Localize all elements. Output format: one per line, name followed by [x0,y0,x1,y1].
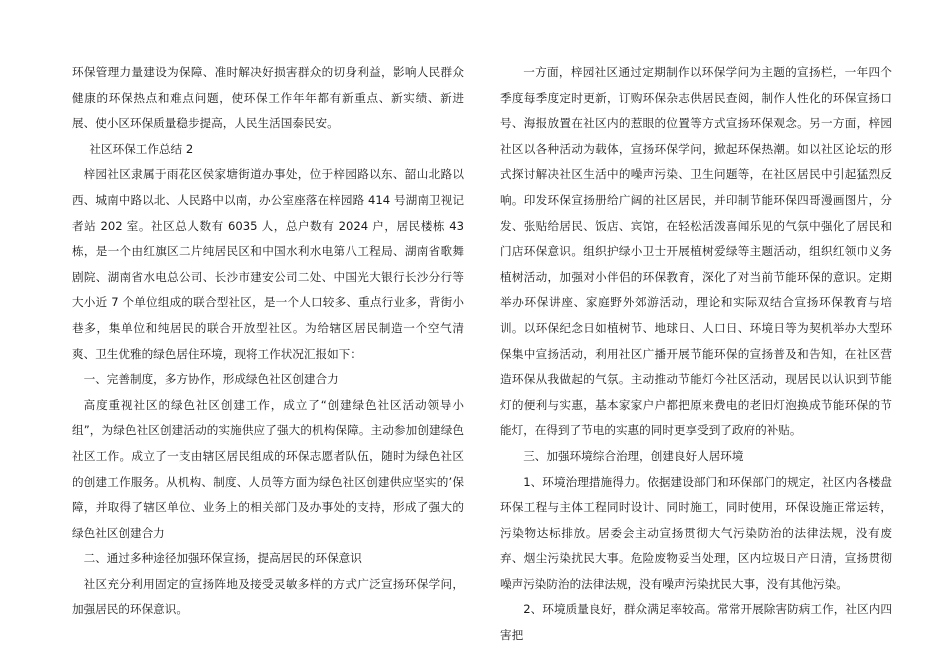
paragraph-body: 高度重视社区的绿色社区创建工作，成立了“创建绿色社区活动领导小组”，为绿色社区创建活动的实施供应了强大的机构保障。主动参加创建绿色社区工作。成立了一支由辖区居民组成的环保志愿者队伍，随时为绿色社区的创建工作服务。从机构、制度、人员等方面为绿色社区创建供应坚实的’保障，并取得了辖区单位、业务上的相关部门及办事处的支持，形成了强大的绿色社区创建合力 [72,397,464,540]
paragraph-intro: 环保管理力量建设为保障、准时解决好损害群众的切身利益，影响人民群众健康的环保热点和难点问题，使环保工作年年都有新重点、新实绩、新进展、使小区环保质量稳步提高，人民生活国泰民安。 [72,65,464,131]
right-column [500,60,892,649]
paragraph-body: 社区充分利用固定的宣扬阵地及接受灵敏多样的方式广泛宣扬环保学问，加强居民的环保意识。 [72,576,464,617]
paragraph-body: 1、环境治理措施得力。依据建设部门和环保部门的规定，社区内各楼盘环保工程与主体工程同时设计、同时施工，同时使用，环保设施正常运转，污染物达标排放。居委会主动宣扬贯彻大气污染防治的法律法规，没有废弃、烟尘污染扰民大事。危险废物妥当处理，区内垃圾日产日清，宣扬贯彻噪声污染防治的法律法规，没有噪声污染扰民大事，没有其他污染。 [500,474,892,591]
heading-one: 一、完善制度，多方协作，形成绿色社区创建合力 [83,372,339,387]
section-title: 社区环保工作总结 2 [89,141,194,156]
paragraph-body: 2、环境质量良好，群众满足率较高。常常开展除害防病工作，社区内四害把 [500,602,892,643]
left-column [72,60,464,623]
heading-three: 三、加强环境综合治理，创建良好人居环境 [523,448,744,463]
heading-two: 二、通过多种途径加强环保宣扬，提高居民的环保意识 [83,551,362,566]
paragraph-overview: 梓园社区隶属于雨花区侯家塘街道办事处，位于梓园路以东、韶山北路以西、城南中路以北、人民路中以南，办公室座落在梓园路 414 号湖南卫视记者站 202 室。社区总人数有 6035 人，总户数有 2024 户，居民楼栋 43 栋，是一个由红旗区二片纯居民区和中国水利水电第八工程局、湖南省歌舞剧院、湖南省水电总公司、长沙市建安公司二处、中国光大银行长沙分行等大小近 7 个单位组成的联合型社区，是一个人口较多、重点行业多，背街小巷多，集单位和纯居民的联合开放型社区。为给辖区居民制造一个空气清爽、卫生优雅的绿色居住环境，现将工作状况汇报如下： [72,167,464,361]
paragraph-body: 一方面，梓园社区通过定期制作以环保学问为主题的宣扬栏，一年四个季度每季度定时更新，订购环保杂志供居民查阅，制作人性化的环保宣扬口号、海报放置在社区内的惹眼的位置等方式宣扬环保观念。另一方面，梓园社区以各种活动为载体，宣扬环保学问，掀起环保热潮。如以社区论坛的形式探讨解决社区生活中的噪声污染、卫生问题等，在社区居民中引起猛烈反响。印发环保宣扬册给广阔的社区居民，并印制节能环保四哥漫画图片，分发、张贴给居民、饭店、宾馆，在轻松活泼喜闻乐见的气氛中强化了居民和门店环保意识。组织护绿小卫士开展植树爱绿等主题活动，组织红领巾义务植树活动，加强对小伴侣的环保教育，深化了对当前节能环保的意识。定期举办环保讲座、家庭野外郊游活动，理论和实际双结合宣扬环保教育与培训。以环保纪念日如植树节、地球日、人口日、环境日等为契机举办大型环保集中宣扬活动，利用社区广播开展节能环保的宣扬普及和告知，在社区营造环保从我做起的气氛。主动推动节能灯今社区活动，现居民以认识到节能灯的便利与实惠，基本家家户户都把原来费电的老旧灯泡换成节能环保的节能灯，在得到了节电的实惠的同时更享受到了政府的补贴。 [500,65,892,438]
